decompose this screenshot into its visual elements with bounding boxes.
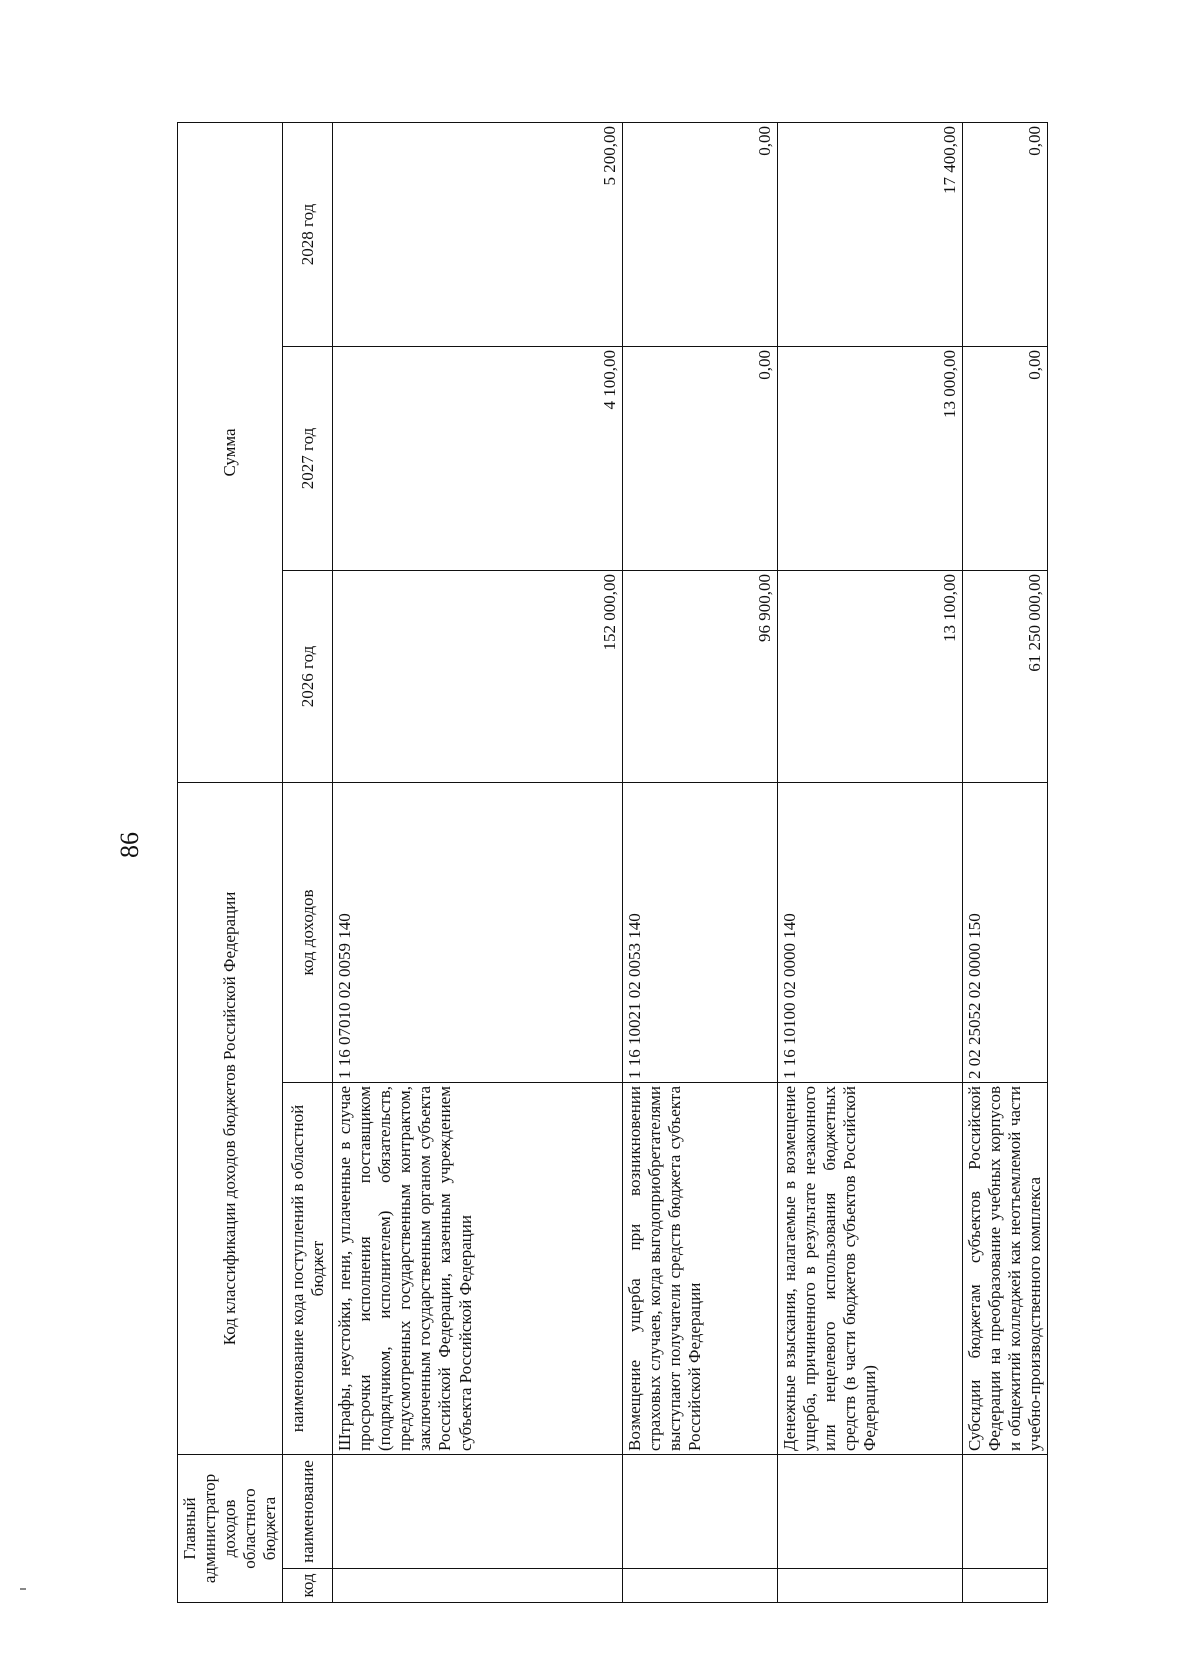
row-amount-2028: 17 400,00 — [778, 122, 963, 346]
row-kod — [333, 1569, 623, 1603]
table-row — [623, 122, 778, 1602]
row-kod — [963, 1569, 1048, 1603]
header-classification-group: Код классификации доходов бюджетов Российской Федерации — [178, 782, 283, 1454]
row-revenue-code: 1 16 07010 02 0059 140 — [333, 782, 623, 1082]
row-description: Денежные взыскания, налагаемые в возмещение ущерба, причиненного в результате незаконного или нецелевого использования бюджетных средств (в части бюджетов субъектов Российской Федерации) — [778, 1083, 963, 1455]
table-row — [778, 122, 963, 1602]
budget-revenue-table — [177, 122, 1048, 1603]
row-amount-2027: 0,00 — [963, 346, 1048, 570]
row-naimenovanie — [623, 1455, 778, 1569]
header-naimenovanie-koda: наименование кода поступлений в областной бюджет — [283, 1083, 333, 1455]
header-year-2028: 2028 год — [283, 122, 333, 346]
row-kod — [778, 1569, 963, 1603]
header-year-2027: 2027 год — [283, 346, 333, 570]
row-naimenovanie — [963, 1455, 1048, 1569]
row-amount-2026: 61 250 000,00 — [963, 570, 1048, 782]
row-amount-2027: 13 000,00 — [778, 346, 963, 570]
header-sum: Сумма — [178, 122, 283, 782]
header-kod: код — [283, 1569, 333, 1603]
row-description: Возмещение ущерба при возникновении страховых случаев, когда выгодоприобретателями выступают получатели средств бюджета субъекта Российской Федерации — [623, 1083, 778, 1455]
budget-revenue-table-sheet — [177, 123, 1047, 1603]
row-amount-2028: 5 200,00 — [333, 122, 623, 346]
header-year-2026: 2026 год — [283, 570, 333, 782]
row-revenue-code: 1 16 10100 02 0000 140 — [778, 782, 963, 1082]
row-amount-2026: 152 000,00 — [333, 570, 623, 782]
page-number: 86 — [115, 832, 144, 858]
row-amount-2026: 96 900,00 — [623, 570, 778, 782]
table-row — [963, 122, 1048, 1602]
row-naimenovanie — [778, 1455, 963, 1569]
row-revenue-code: 2 02 25052 02 0000 150 — [963, 782, 1048, 1082]
scan-speck — [20, 1588, 26, 1590]
header-kod-dohodov: код доходов — [283, 782, 333, 1082]
row-amount-2028: 0,00 — [963, 122, 1048, 346]
row-description: Субсидии бюджетам субъектов Российской Федерации на преобразование учебных корпусов и общежитий колледжей как неотъемлемой части учебно-производственного комплекса — [963, 1083, 1048, 1455]
row-amount-2027: 0,00 — [623, 346, 778, 570]
header-naimenovanie: наименование — [283, 1455, 333, 1569]
row-description: Штрафы, неустойки, пени, уплаченные в случае просрочки исполнения поставщиком (подрядчиком, исполнителем) обязательств, предусмотренных государственным контрактом, заключенным государственным органом субъекта Российской Федерации, казенным учреждением субъекта Российской Федерации — [333, 1083, 623, 1455]
header-admin-group: Главный администратор доходов областного бюджета — [178, 1455, 283, 1603]
row-amount-2028: 0,00 — [623, 122, 778, 346]
row-naimenovanie — [333, 1455, 623, 1569]
row-amount-2027: 4 100,00 — [333, 346, 623, 570]
row-kod — [623, 1569, 778, 1603]
row-amount-2026: 13 100,00 — [778, 570, 963, 782]
table-row — [333, 122, 623, 1602]
row-revenue-code: 1 16 10021 02 0053 140 — [623, 782, 778, 1082]
